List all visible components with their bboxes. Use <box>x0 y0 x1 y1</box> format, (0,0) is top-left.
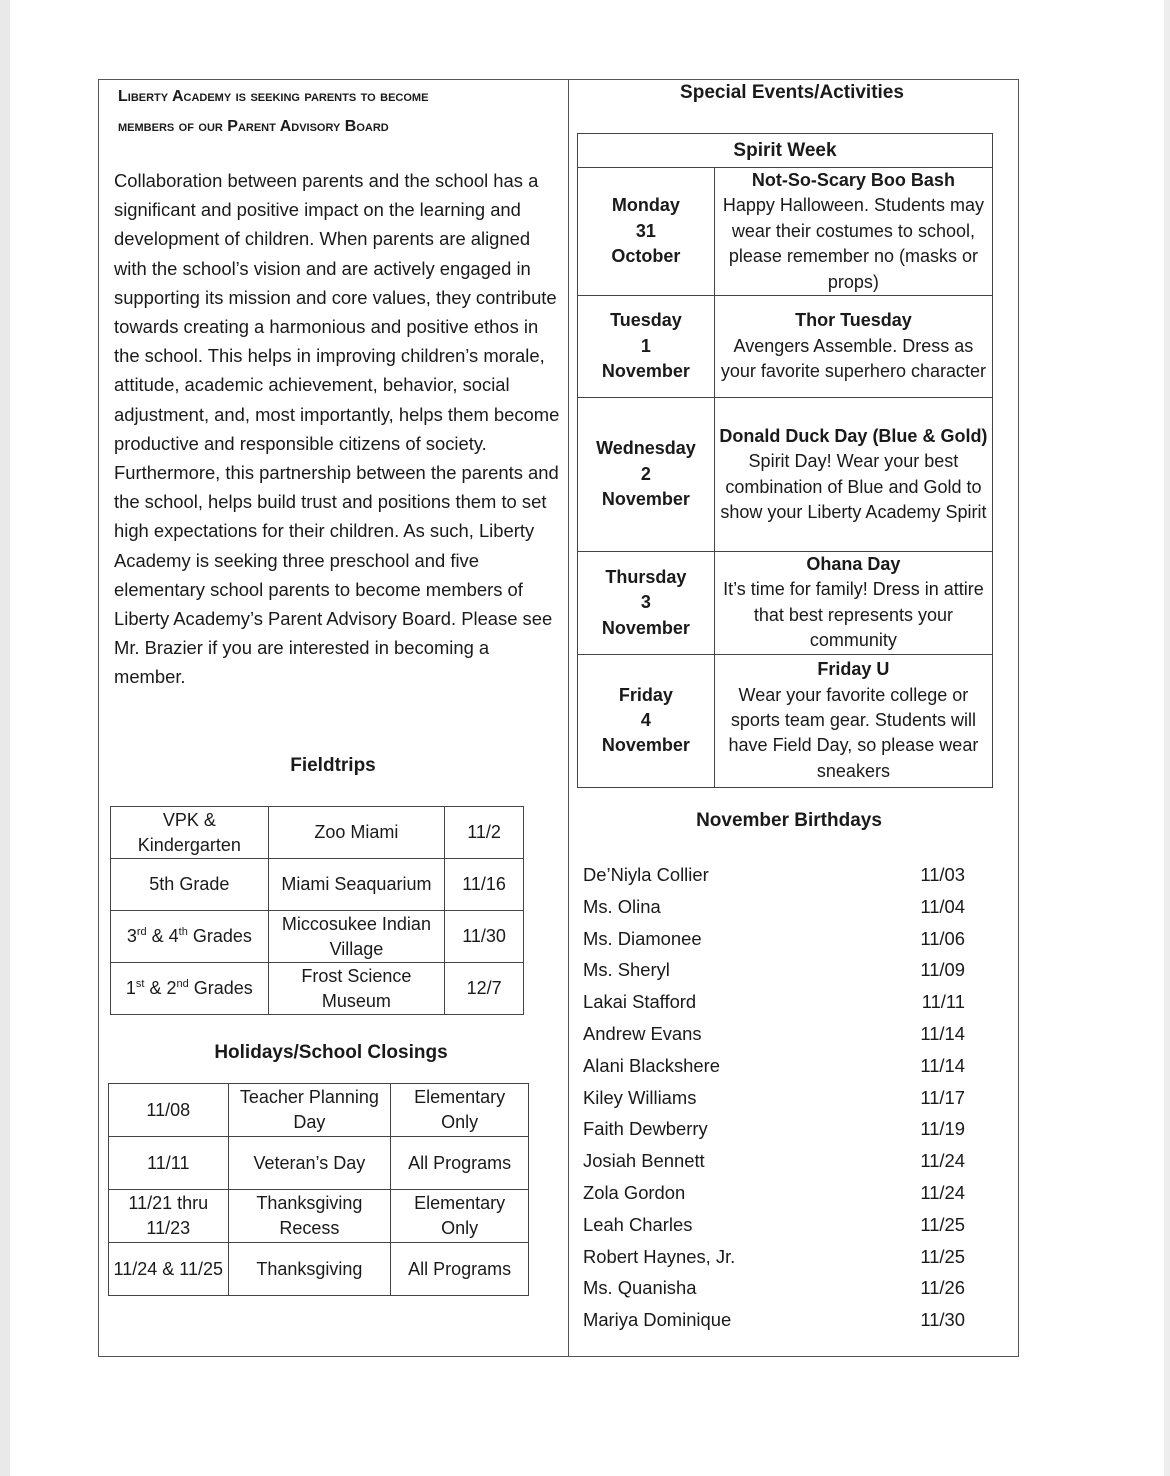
holiday-scope: All Programs <box>391 1243 529 1296</box>
birthday-name: Ms. Sheryl <box>583 959 670 981</box>
birthday-name: Lakai Stafford <box>583 991 697 1013</box>
spirit-day: Friday 4 November <box>578 654 715 787</box>
birthday-name: Leah Charles <box>583 1213 693 1235</box>
trip-grade: VPK & Kindergarten <box>111 807 269 859</box>
spirit-activity <box>714 552 992 655</box>
activity-title: Friday U <box>817 659 890 680</box>
holiday-event: Thanksgiving Recess <box>228 1190 391 1243</box>
trip-grade: 5th Grade <box>111 859 269 911</box>
spirit-activity <box>714 168 992 296</box>
column-divider <box>568 79 569 1357</box>
holiday-scope: All Programs <box>391 1137 529 1190</box>
holiday-event: Thanksgiving <box>228 1243 391 1296</box>
list-item <box>583 1082 973 1114</box>
table-row <box>578 168 993 296</box>
list-item <box>583 1304 973 1336</box>
spirit-week-title: Spirit Week <box>578 134 993 168</box>
table-row <box>109 1190 529 1243</box>
trip-date: 12/7 <box>445 963 524 1015</box>
holidays-title: Holidays/School Closings <box>214 1042 448 1063</box>
table-row <box>109 1137 529 1190</box>
holiday-date: 11/21 thru 11/23 <box>109 1190 229 1243</box>
holiday-event: Veteran’s Day <box>228 1137 391 1190</box>
activity-desc: Avengers Assemble. Dress as your favorite superhero character <box>720 335 986 382</box>
table-row <box>111 859 524 911</box>
advisory-text <box>114 166 562 692</box>
activity-title: Donald Duck Day (Blue & Gold) <box>719 425 988 446</box>
table-row <box>578 134 993 168</box>
spirit-day: Tuesday 1 November <box>578 296 715 398</box>
fieldtrips-title: Fieldtrips <box>290 755 376 776</box>
birthday-name: Robert Haynes, Jr. <box>583 1245 736 1267</box>
trip-grade: 3rd & 4th Grades <box>111 911 269 963</box>
trip-date: 11/16 <box>445 859 524 911</box>
trip-place: Frost Science Museum <box>268 963 445 1015</box>
activity-desc: Happy Halloween. Students may wear their costumes to school, please remember no (masks or props) <box>722 195 984 292</box>
fieldtrips-table <box>110 806 524 1015</box>
table-row <box>109 1084 529 1137</box>
birthday-date: 11/06 <box>920 927 965 949</box>
birthday-name: Faith Dewberry <box>583 1118 708 1140</box>
birthday-date: 11/04 <box>920 895 965 917</box>
list-item <box>583 923 973 955</box>
spirit-day: Thursday 3 November <box>578 552 715 655</box>
table-row <box>578 552 993 655</box>
list-item <box>583 1113 973 1145</box>
birthday-date: 11/26 <box>920 1277 965 1299</box>
activity-title: Not-So-Scary Boo Bash <box>751 170 955 190</box>
activity-desc: It’s time for family! Dress in attire that best represents your community <box>723 579 984 651</box>
activity-title: Ohana Day <box>806 554 901 575</box>
list-item <box>583 1018 973 1050</box>
holiday-date: 11/08 <box>109 1084 229 1137</box>
birthday-date: 11/14 <box>920 1054 965 1076</box>
trip-place: Zoo Miami <box>268 807 445 859</box>
activity-desc: Wear your favorite college or sports team gear. Students will have Field Day, so please wear sneakers <box>728 684 979 781</box>
spirit-week-table <box>577 133 993 788</box>
birthday-name: Ms. Diamonee <box>583 927 702 949</box>
birthday-name: Zola Gordon <box>583 1181 686 1203</box>
list-item <box>583 1177 973 1209</box>
birthday-name: Alani Blackshere <box>583 1054 720 1076</box>
birthday-date: 11/25 <box>920 1213 965 1235</box>
list-item <box>583 1145 973 1177</box>
birthday-name: Kiley Williams <box>583 1086 697 1108</box>
birthday-name: Ms. Quanisha <box>583 1277 697 1299</box>
birthday-date: 11/14 <box>920 1022 965 1044</box>
table-row <box>578 654 993 787</box>
holiday-scope: Elementary Only <box>391 1190 529 1243</box>
table-row <box>578 296 993 398</box>
page-edge-right <box>1164 0 1170 1476</box>
birthday-date: 11/25 <box>920 1245 965 1267</box>
list-item <box>583 954 973 986</box>
trip-date: 11/30 <box>445 911 524 963</box>
advisory-heading <box>118 82 558 142</box>
trip-date: 11/2 <box>445 807 524 859</box>
advisory-heading-line1: Liberty Academy is seeking parents to become <box>118 88 429 105</box>
birthday-name: Ms. Olina <box>583 895 661 917</box>
birthday-date: 11/17 <box>920 1086 965 1108</box>
holiday-event: Teacher Planning Day <box>228 1084 391 1137</box>
trip-grade: 1st & 2nd Grades <box>111 963 269 1015</box>
table-row <box>578 398 993 552</box>
activity-title: Thor Tuesday <box>795 310 912 331</box>
advisory-paragraph-1: Collaboration between parents and the school has a significant and positive impact on the learning and development of children. When parents are aligned with the school’s vision and are actively engaged in supporting its mission and core values, they contribute towards creating a harmonious and positive ethos in the school. This helps in improving children’s morale, attitude, academic achievement, behavior, social adjustment, and, most importantly, helps them become productive and responsible citizens of society. <box>114 170 560 454</box>
trip-place: Miami Seaquarium <box>268 859 445 911</box>
birthday-date: 11/24 <box>920 1150 965 1172</box>
spirit-activity <box>714 654 992 787</box>
spirit-day: Wednesday 2 November <box>578 398 715 552</box>
birthday-name: De’Niyla Collier <box>583 864 709 885</box>
list-item <box>583 1050 973 1082</box>
birthday-date: 11/03 <box>920 864 965 885</box>
birthday-date: 11/09 <box>920 959 965 981</box>
page-edge-left <box>0 0 10 1476</box>
list-item <box>583 1209 973 1241</box>
birthday-date: 11/19 <box>920 1118 965 1140</box>
birthday-name: Mariya Dominique <box>583 1309 732 1331</box>
holidays-table <box>108 1083 529 1296</box>
birthday-date: 11/30 <box>920 1309 965 1331</box>
birthday-name: Andrew Evans <box>583 1022 702 1044</box>
table-row <box>111 911 524 963</box>
trip-place: Miccosukee Indian Village <box>268 911 445 963</box>
holiday-scope: Elementary Only <box>391 1084 529 1137</box>
table-row <box>111 807 524 859</box>
birthday-date: 11/24 <box>920 1181 965 1203</box>
activity-desc: Spirit Day! Wear your best combination of Blue and Gold to show your Liberty Academy Spirit <box>720 451 987 522</box>
spirit-day: Monday 31 October <box>578 168 715 296</box>
birthdays-title: November Birthdays <box>696 810 882 831</box>
spirit-activity <box>714 296 992 398</box>
birthday-date: 11/11 <box>921 991 965 1013</box>
advisory-paragraph-2: Furthermore, this partnership between the parents and the school, helps build trust and positions them to set high expectations for their children. As such, Liberty Academy is seeking three preschool and five elementary school parents to become members of Liberty Academy’s Parent Advisory Board. Please see Mr. Brazier if you are interested in becoming a member. <box>114 462 559 688</box>
holiday-date: 11/11 <box>109 1137 229 1190</box>
holiday-date: 11/24 & 11/25 <box>109 1243 229 1296</box>
birthday-list <box>583 859 973 1336</box>
advisory-heading-line2: members of our Parent Advisory Board <box>118 118 389 135</box>
table-row <box>109 1243 529 1296</box>
list-item <box>583 891 973 923</box>
list-item <box>583 1272 973 1304</box>
list-item <box>583 986 973 1018</box>
list-item <box>583 1241 973 1273</box>
list-item <box>583 859 973 891</box>
special-events-title: Special Events/Activities <box>680 82 904 103</box>
birthday-name: Josiah Bennett <box>583 1150 705 1172</box>
table-row <box>111 963 524 1015</box>
spirit-activity <box>714 398 992 552</box>
